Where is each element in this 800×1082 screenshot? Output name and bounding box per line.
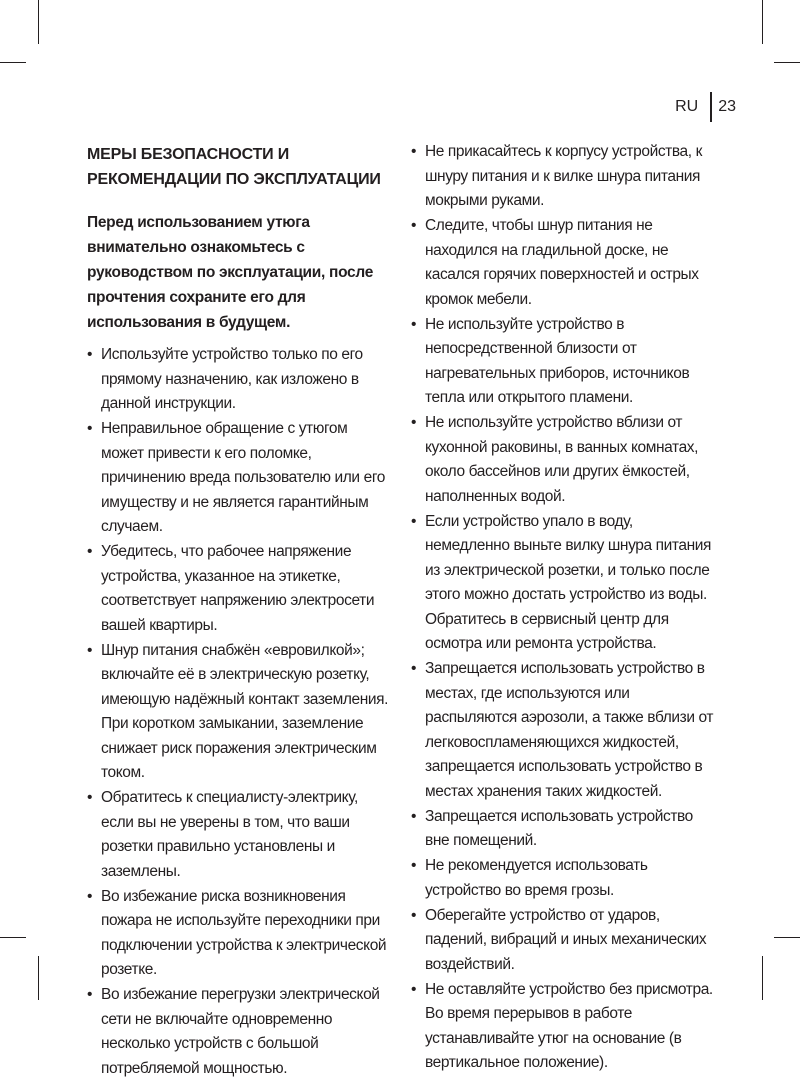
list-item: • Не используйте устройство вблизи от кухонной раковины, в ванных комнатах, около бассейнов или других ёмкостей, наполненных водой. <box>411 411 717 509</box>
right-column <box>411 140 717 1076</box>
intro-paragraph: Перед использованием утюга внимательно ознакомьтесь с руководством по эксплуатации, после прочтения сохраните его для использования в будущем. <box>87 214 374 331</box>
list-item: • Не оставляйте устройство без присмотра. Во время перерывов в работе устанавливайте утюг на основание (в вертикальное положение). <box>411 978 717 1076</box>
list-item: • Если устройство упало в воду, немедленно выньте вилку шнура питания из электрической розетки, и только после этого можно достать устройство из воды. Обратитесь в сервисный центр для осмотра или ремонта устройства. <box>411 510 717 657</box>
crop-mark <box>774 62 800 63</box>
crop-mark <box>0 937 26 938</box>
list-item: • Оберегайте устройство от ударов, падений, вибраций и иных механических воздействий. <box>411 904 717 978</box>
crop-mark <box>0 62 26 63</box>
crop-mark <box>38 956 39 1000</box>
safety-list-left <box>87 343 389 1081</box>
list-item: • Используйте устройство только по его прямому назначению, как изложено в данной инструкции. <box>87 343 389 417</box>
list-item: • Во избежание риска возникновения пожара не используйте переходники при подключении устройства к электрической розетке. <box>87 885 389 983</box>
left-column <box>87 140 389 1082</box>
crop-mark <box>774 937 800 938</box>
list-item: • Следите, чтобы шнур питания не находился на гладильной доске, не касался горячих поверхностей и острых кромок мебели. <box>411 214 717 312</box>
list-item: • Убедитесь, что рабочее напряжение устройства, указанное на этикетке, соответствует напряжению электросети вашей квартиры. <box>87 540 389 638</box>
page-header <box>675 92 736 122</box>
list-item: • Неправильное обращение с утюгом может привести к его поломке, причинению вреда пользователю или его имуществу и не является гарантийным случаем. <box>87 417 389 540</box>
crop-mark <box>762 956 763 1000</box>
list-item: • Обратитесь к специалисту-электрику, если вы не уверены в том, что ваши розетки правильно установлены и заземлены. <box>87 786 389 884</box>
list-item: • Во избежание перегрузки электрической сети не включайте одновременно несколько устройств с большой потребляемой мощностью. <box>87 983 389 1081</box>
list-item: • Не прикасайтесь к корпусу устройства, к шнуру питания и к вилке шнура питания мокрыми руками. <box>411 140 717 214</box>
crop-mark <box>762 0 763 44</box>
language-code: RU <box>675 98 699 115</box>
list-item: • Не используйте устройство в непосредственной близости от нагревательных приборов, источников тепла или открытого пламени. <box>411 313 717 411</box>
list-item: • Не рекомендуется использовать устройство во время грозы. <box>411 854 717 903</box>
list-item: • Шнур питания снабжён «евровилкой»; включайте её в электрическую розетку, имеющую надёжный контакт заземления. При коротком замыкании, заземление снижает риск поражения электрическим током. <box>87 639 389 786</box>
crop-mark <box>38 0 39 44</box>
safety-list-right <box>411 140 717 1076</box>
section-title: МЕРЫ БЕЗОПАСНОСТИ И РЕКОМЕНДАЦИИ ПО ЭКСПЛУАТАЦИИ <box>87 146 381 188</box>
list-item: • Запрещается использовать устройство вне помещений. <box>411 805 717 854</box>
list-item: • Запрещается использовать устройство в местах, где используются или распыляются аэрозоли, а также вблизи от легковоспламеняющихся жидкостей, запрещается использовать устройство в местах хранения таких жидкостей. <box>411 657 717 804</box>
page-number: 23 <box>718 98 736 115</box>
